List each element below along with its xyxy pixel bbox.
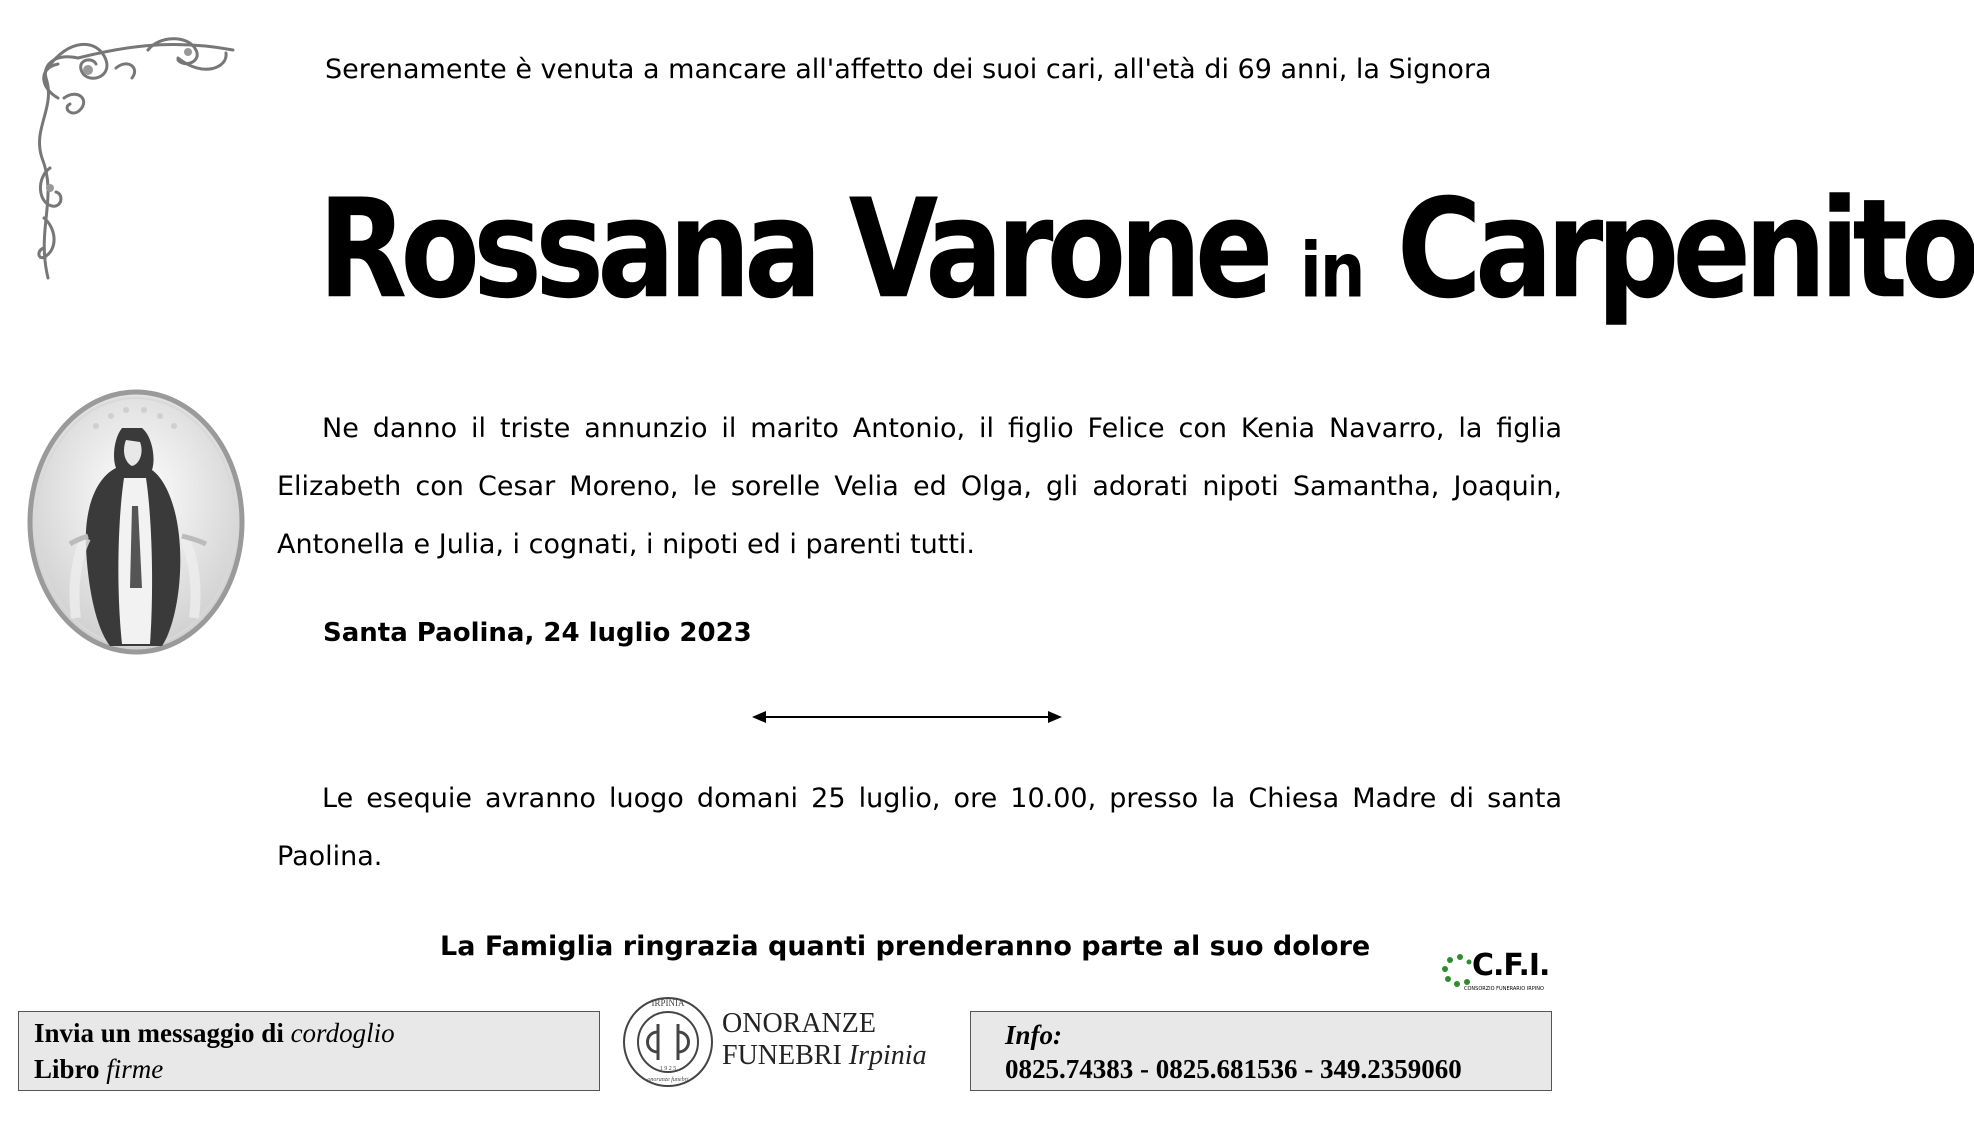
name-connector: in (1299, 227, 1364, 316)
cfi-logo (1442, 948, 1570, 998)
funeral-home-line2: FUNEBRI Irpinia (722, 1040, 927, 1071)
deceased-name (318, 170, 1974, 330)
place-and-date: Santa Paolina, 24 luglio 2023 (323, 618, 752, 648)
intro-text: Serenamente è venuta a mancare all'affetto dei suoi cari, all'età di 69 anni, la Signora (325, 54, 1492, 85)
funeral-home-name (722, 1008, 927, 1072)
funeral-home-line1: ONORANZE (722, 1008, 876, 1039)
condolence-box[interactable] (18, 1011, 600, 1091)
corner-ornament-icon (28, 28, 238, 288)
funeral-home-emblem (618, 990, 718, 1090)
madonna-image (26, 388, 246, 656)
emblem-bottom-text: onoranze funebri (647, 1077, 689, 1083)
emblem-year-text: 1 9 2 5 (659, 1066, 677, 1072)
announcement-paragraph: Ne danno il triste annunzio il marito Antonio, il figlio Felice con Kenia Navarro, la figlia Elizabeth con Cesar Moreno, le sorelle Velia ed Olga, gli adorati nipoti Samantha, Joaquin, Antonella e Julia, i cognati, i nipoti ed i parenti tutti. (277, 413, 1562, 560)
cfi-text: C.F.I. (1472, 948, 1550, 983)
guestbook-link[interactable]: Libro firme (34, 1054, 164, 1084)
info-box (970, 1011, 1552, 1091)
family-thanks: La Famiglia ringrazia quanti prenderanno parte al suo dolore (440, 931, 1371, 962)
emblem-top-text: IRPINIA (651, 998, 685, 1008)
cfi-dots-icon (1442, 954, 1472, 988)
info-label: Info: (1005, 1020, 1063, 1050)
cfi-subtext: CONSORZIO FUNERARIO IRPINO (1464, 986, 1544, 992)
deceased-last-name: Carpenito (1396, 170, 1974, 330)
double-arrow-divider (752, 708, 1062, 726)
funeral-details-paragraph: Le esequie avranno luogo domani 25 luglio, ore 10.00, presso la Chiesa Madre di santa Paolina. (277, 783, 1562, 872)
deceased-first-name: Rossana Varone (318, 170, 1267, 330)
info-phone-numbers[interactable]: 0825.74383 - 0825.681536 - 349.2359060 (1005, 1054, 1462, 1084)
send-condolence-link[interactable]: Invia un messaggio di cordoglio (34, 1018, 395, 1048)
